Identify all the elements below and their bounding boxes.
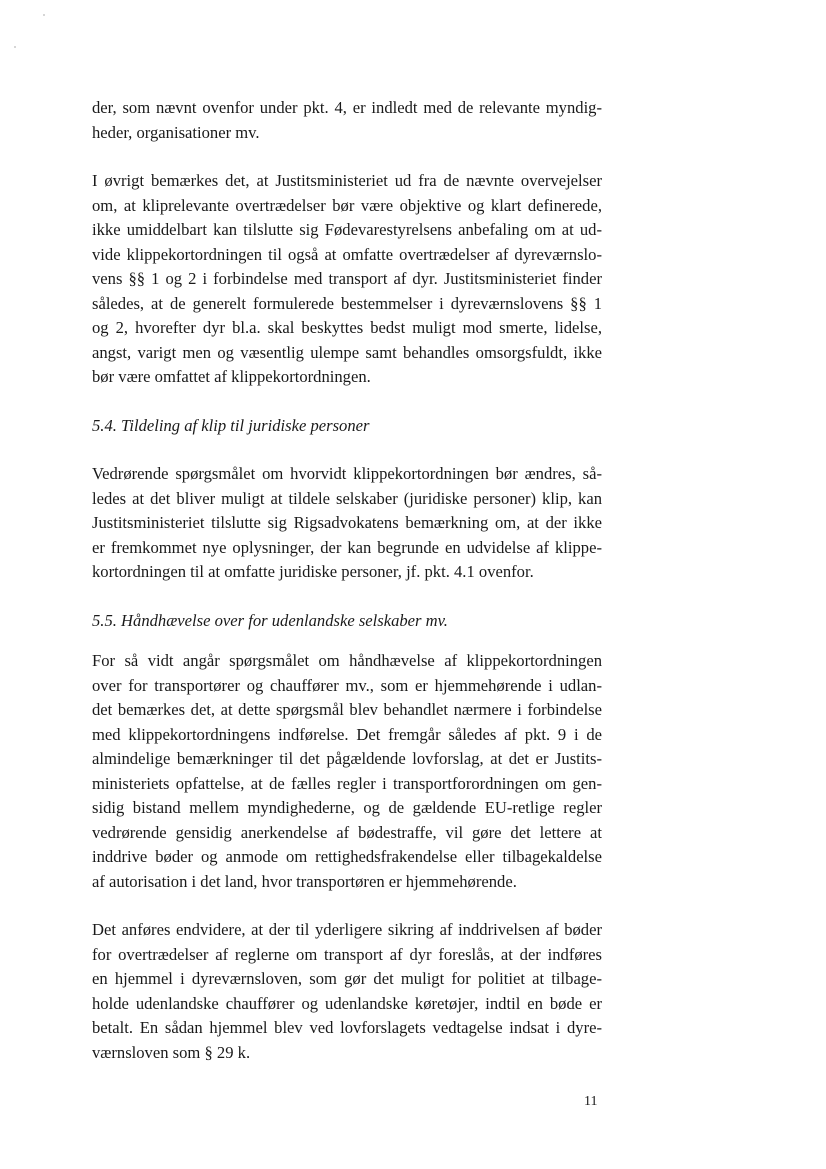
paragraph bbox=[92, 918, 602, 1065]
text-line: og 2, hvorefter dyr bl.a. skal beskyttes bedst muligt mod smerte, lidelse, bbox=[92, 318, 602, 337]
text-line: sidig bistand mellem myndighederne, og de gældende EU-retlige regler bbox=[92, 798, 602, 817]
text-line: betalt. En sådan hjemmel blev ved lovforslagets vedtagelse indsat i dyre- bbox=[92, 1018, 602, 1037]
text-line: inddrive bøder og anmode om rettighedsfrakendelse eller tilbagekaldelse bbox=[92, 847, 602, 866]
text-line: ikke umiddelbart kan tilslutte sig Fødevarestyrelsens anbefaling om at ud- bbox=[92, 220, 602, 239]
text-line: Justitsministeriet tilslutte sig Rigsadvokatens bemærkning om, at der ikke bbox=[92, 513, 602, 532]
text-line: for overtrædelser af reglerne om transport af dyr foreslås, at der indføres bbox=[92, 944, 602, 964]
section-heading: 5.4. Tildeling af klip til juridiske personer bbox=[92, 415, 370, 435]
scan-speck bbox=[14, 46, 16, 48]
text-line: er fremkommet nye oplysninger, der kan begrunde en udvidelse af klippe- bbox=[92, 537, 602, 557]
text-line: ledes at det bliver muligt at tildele selskaber (juridiske personer) klip, kan bbox=[92, 488, 602, 508]
text-line: en hjemmel i dyreværnsloven, som gør det muligt for politiet at tilbage- bbox=[92, 969, 602, 988]
text-line: over for transportører og chauffører mv., som er hjemmehørende i udlan- bbox=[92, 675, 602, 695]
paragraph bbox=[92, 96, 602, 145]
page-number: 11 bbox=[584, 1094, 598, 1109]
scan-speck bbox=[43, 14, 45, 16]
document-body bbox=[92, 96, 602, 1065]
text-line: ministeriets opfattelse, at de fælles regler i transportforordningen om gen- bbox=[92, 773, 602, 793]
text-line: vide klippekortordningen til også at omfatte overtrædelser af dyreværnslo- bbox=[92, 244, 602, 264]
text-line: værnsloven som § 29 k. bbox=[92, 1042, 251, 1062]
section-heading: 5.5. Håndhævelse over for udenlandske selskaber mv. bbox=[92, 610, 448, 630]
text-line: således, at de generelt formulerede bestemmelser i dyreværnslovens §§ 1 bbox=[92, 293, 602, 313]
text-line: heder, organisationer mv. bbox=[92, 122, 260, 142]
text-line: med klippekortordningens indførelse. Det fremgår således af pkt. 9 i de bbox=[92, 724, 602, 744]
text-line: I øvrigt bemærkes det, at Justitsministeriet ud fra de nævnte overvejelser bbox=[92, 171, 602, 190]
text-line: af autorisation i det land, hvor transportøren er hjemmehørende. bbox=[92, 871, 517, 891]
text-line: der, som nævnt ovenfor under pkt. 4, er indledt med de relevante myndig- bbox=[92, 98, 602, 117]
text-line: bør være omfattet af klippekortordningen. bbox=[92, 367, 371, 386]
text-line: almindelige bemærkninger til det pågældende lovforslag, at det er Justits- bbox=[92, 749, 602, 768]
text-line: holde udenlandske chauffører og udenlandske køretøjer, indtil en bøde er bbox=[92, 993, 602, 1013]
paragraph bbox=[92, 169, 602, 390]
text-line: Vedrørende spørgsmålet om hvorvidt klippekortordningen bør ændres, så- bbox=[92, 464, 602, 483]
text-line: For så vidt angår spørgsmålet om håndhævelse af klippekortordningen bbox=[92, 651, 602, 670]
text-line: det bemærkes det, at dette spørgsmål blev behandlet nærmere i forbindelse bbox=[92, 700, 602, 719]
text-line: Det anføres endvidere, at der til yderligere sikring af inddrivelsen af bøder bbox=[92, 920, 602, 939]
text-line: kortordningen til at omfatte juridiske personer, jf. pkt. 4.1 ovenfor. bbox=[92, 562, 534, 581]
text-line: vens §§ 1 og 2 i forbindelse med transport af dyr. Justitsministeriet finder bbox=[92, 269, 602, 288]
text-line: vedrørende gensidig anerkendelse af bødestraffe, vil gøre det lettere at bbox=[92, 822, 602, 842]
paragraph bbox=[92, 462, 602, 585]
text-line: angst, varigt men og væsentlig ulempe samt behandles omsorgsfuldt, ikke bbox=[92, 342, 602, 362]
paragraph bbox=[92, 649, 602, 894]
text-line: om, at kliprelevante overtrædelser bør være objektive og klart definerede, bbox=[92, 195, 602, 215]
